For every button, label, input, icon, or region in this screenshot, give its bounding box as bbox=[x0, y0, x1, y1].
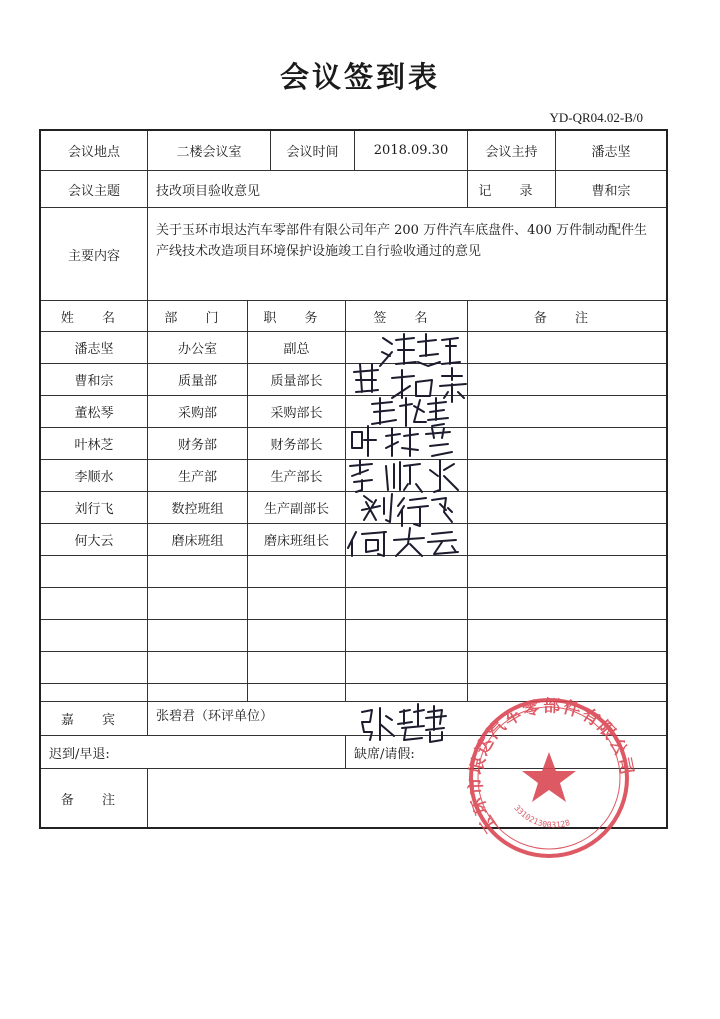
blank-cell bbox=[346, 652, 468, 684]
blank-cell bbox=[468, 684, 666, 702]
blank-cell bbox=[41, 620, 148, 652]
attendee-signature-cell bbox=[346, 428, 468, 460]
attendee-department: 生产部 bbox=[148, 460, 248, 492]
blank-cell bbox=[248, 588, 346, 620]
attendee-name: 刘行飞 bbox=[41, 492, 148, 524]
blank-cell bbox=[41, 684, 148, 702]
content-label: 主要内容 bbox=[41, 208, 148, 301]
attendee-department: 采购部 bbox=[148, 396, 248, 428]
remarks-label: 备 注 bbox=[41, 769, 148, 827]
attendee-department: 财务部 bbox=[148, 428, 248, 460]
sign-in-form bbox=[39, 129, 668, 829]
blank-cell bbox=[346, 588, 468, 620]
absent-leave-label: 缺席/请假: bbox=[346, 736, 666, 769]
blank-cell bbox=[41, 556, 148, 588]
attendee-department: 数控班组 bbox=[148, 492, 248, 524]
host-label: 会议主持 bbox=[468, 131, 556, 171]
attendee-name: 董松琴 bbox=[41, 396, 148, 428]
attendee-remarks-cell bbox=[468, 364, 666, 396]
blank-cell bbox=[346, 620, 468, 652]
blank-cell bbox=[468, 620, 666, 652]
blank-cell bbox=[41, 652, 148, 684]
blank-cell bbox=[468, 588, 666, 620]
attendee-remarks-cell bbox=[468, 396, 666, 428]
blank-cell bbox=[468, 556, 666, 588]
attendee-signature-cell bbox=[346, 396, 468, 428]
time-value: 2018.09.30 bbox=[355, 131, 468, 171]
blank-cell bbox=[468, 652, 666, 684]
attendee-position: 副总 bbox=[248, 332, 346, 364]
attendee-remarks-cell bbox=[468, 460, 666, 492]
host-value: 潘志坚 bbox=[556, 131, 666, 171]
blank-cell bbox=[346, 556, 468, 588]
topic-label: 会议主题 bbox=[41, 171, 148, 208]
column-header-department: 部 门 bbox=[148, 301, 248, 332]
attendee-remarks-cell bbox=[468, 428, 666, 460]
blank-cell bbox=[41, 588, 148, 620]
location-label: 会议地点 bbox=[41, 131, 148, 171]
blank-cell bbox=[248, 620, 346, 652]
attendee-name: 潘志坚 bbox=[41, 332, 148, 364]
seal-number: 3310213003128 bbox=[512, 803, 572, 830]
column-header-name: 姓 名 bbox=[41, 301, 148, 332]
column-header-remarks: 备 注 bbox=[468, 301, 666, 332]
blank-cell bbox=[148, 652, 248, 684]
attendee-signature-cell bbox=[346, 364, 468, 396]
remarks-value-cell bbox=[148, 769, 666, 830]
attendee-position: 采购部长 bbox=[248, 396, 346, 428]
guest-value: 张碧君（环评单位） bbox=[156, 709, 274, 724]
blank-cell bbox=[248, 652, 346, 684]
location-value: 二楼会议室 bbox=[148, 131, 271, 171]
page-title: 会议签到表 bbox=[279, 60, 440, 94]
column-header-signature: 签 名 bbox=[346, 301, 468, 332]
attendee-signature-cell bbox=[346, 332, 468, 364]
blank-cell bbox=[148, 620, 248, 652]
attendee-remarks-cell bbox=[468, 524, 666, 556]
attendee-name: 李顺水 bbox=[41, 460, 148, 492]
blank-cell bbox=[248, 684, 346, 702]
late-early-label: 迟到/早退: bbox=[41, 736, 346, 769]
attendee-signature-cell bbox=[346, 492, 468, 524]
attendee-department: 质量部 bbox=[148, 364, 248, 396]
attendee-position: 生产副部长 bbox=[248, 492, 346, 524]
attendee-signature-cell bbox=[346, 460, 468, 492]
blank-cell bbox=[148, 556, 248, 588]
seal-text: 玉环市垠达汽车零部件有限公司 bbox=[466, 696, 637, 837]
topic-value: 技改项目验收意见 bbox=[148, 171, 468, 208]
attendee-signature-cell bbox=[346, 524, 468, 556]
attendee-remarks-cell bbox=[468, 492, 666, 524]
column-header-position: 职 务 bbox=[248, 301, 346, 332]
blank-cell bbox=[148, 684, 248, 702]
blank-cell bbox=[248, 556, 346, 588]
blank-cell bbox=[346, 684, 468, 702]
attendee-remarks-cell bbox=[468, 332, 666, 364]
content-value: 关于玉环市垠达汽车零部件有限公司年产 200 万件汽车底盘件、400 万件制动配件生产线技术改造项目环境保护设施竣工自行验收通过的意见 bbox=[148, 208, 666, 301]
attendee-position: 磨床班组长 bbox=[248, 524, 346, 556]
document-code: YD-QR04.02-B/0 bbox=[549, 110, 643, 125]
attendee-position: 质量部长 bbox=[248, 364, 346, 396]
guest-value-cell bbox=[148, 702, 666, 736]
attendee-name: 曹和宗 bbox=[41, 364, 148, 396]
attendee-position: 财务部长 bbox=[248, 428, 346, 460]
attendee-name: 叶林芝 bbox=[41, 428, 148, 460]
attendee-department: 办公室 bbox=[148, 332, 248, 364]
attendee-department: 磨床班组 bbox=[148, 524, 248, 556]
recorder-label: 记 录 bbox=[468, 171, 556, 208]
recorder-value: 曹和宗 bbox=[556, 171, 666, 208]
attendee-name: 何大云 bbox=[41, 524, 148, 556]
blank-cell bbox=[148, 588, 248, 620]
attendee-position: 生产部长 bbox=[248, 460, 346, 492]
time-label: 会议时间 bbox=[271, 131, 355, 171]
guest-label: 嘉 宾 bbox=[41, 702, 148, 736]
